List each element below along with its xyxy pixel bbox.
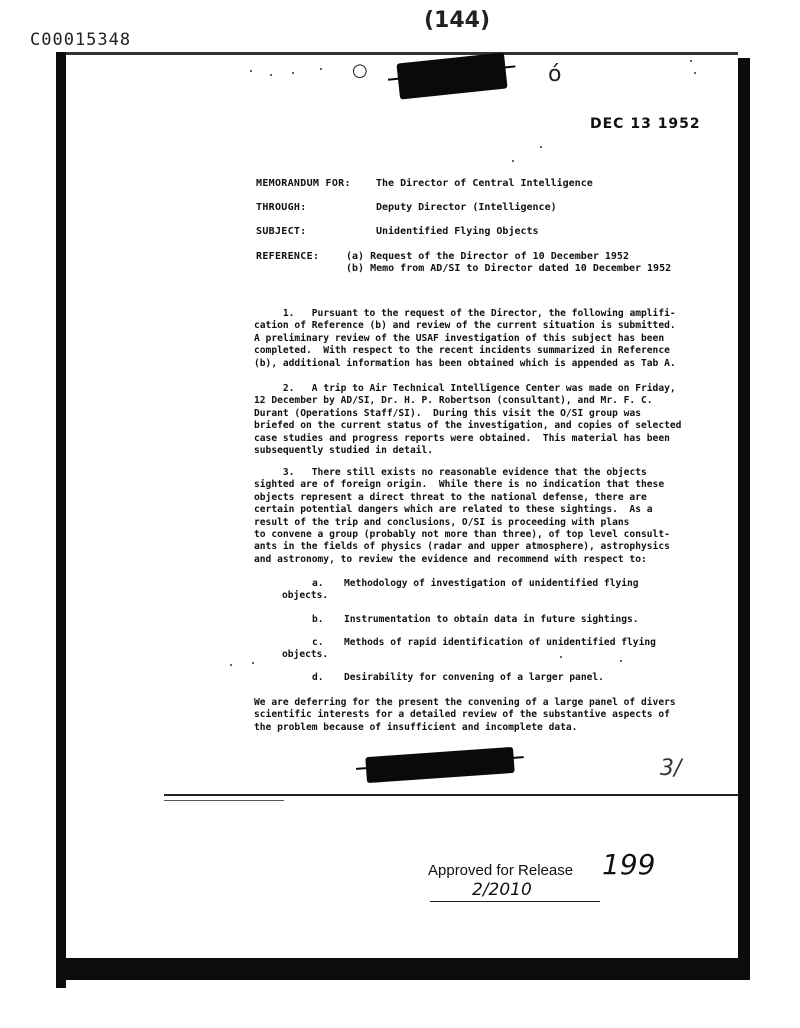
item-letter: a. (312, 578, 324, 589)
release-label: Approved for Release (428, 862, 574, 879)
scan-speck (690, 60, 692, 62)
divider-line (164, 794, 738, 796)
item-continuation: objects. (282, 590, 329, 601)
through-label: THROUGH: (256, 202, 307, 213)
scan-edge-bottom (60, 958, 750, 980)
scan-speck (230, 664, 232, 666)
item-letter: d. (312, 672, 324, 683)
scan-speck (540, 146, 542, 148)
scan-speck (694, 72, 696, 74)
top-handwritten-number: (144) (424, 8, 491, 33)
memorandum-label: MEMORANDUM FOR: (256, 178, 351, 189)
item-text: Desirability for convening of a larger panel. (344, 672, 604, 683)
scan-speck (512, 160, 514, 162)
scan-speck (620, 660, 622, 662)
page-mark: 3/ (660, 756, 682, 781)
scan-edge-top (66, 52, 738, 55)
through-value: Deputy Director (Intelligence) (376, 202, 557, 213)
handwritten-mark: ○ (352, 60, 368, 81)
scan-edge-left (56, 52, 66, 988)
release-date: 2/2010 (472, 880, 532, 900)
scan-speck (292, 72, 294, 74)
subject-value: Unidentified Flying Objects (376, 226, 539, 237)
divider-line (164, 800, 284, 801)
item-letter: c. (312, 637, 324, 648)
scan-edge-right (738, 58, 750, 978)
memorandum-value: The Director of Central Intelligence (376, 178, 593, 189)
redaction-top (396, 52, 507, 99)
date-stamp: DEC 13 1952 (590, 116, 701, 132)
reference-label: REFERENCE: (256, 251, 320, 262)
subject-label: SUBJECT: (256, 226, 307, 237)
reference-a: (a) Request of the Director of 10 December 1952 (346, 251, 629, 262)
document-id: C00015348 (30, 30, 132, 50)
item-text: Methods of rapid identification of unidentified flying (344, 637, 656, 648)
reference-b: (b) Memo from AD/SI to Director dated 10 December 1952 (346, 263, 672, 274)
scan-speck (560, 656, 562, 658)
scan-speck (250, 70, 252, 72)
item-continuation: objects. (282, 649, 329, 660)
handwritten-mark: ó (548, 62, 562, 87)
item-letter: b. (312, 614, 324, 625)
redaction-bottom (365, 747, 514, 783)
scan-speck (252, 662, 254, 664)
paragraph-2: 2. A trip to Air Technical Intelligence Center was made on Friday, 12 December by AD/SI, Dr. H. P. Robertson (consultant), and Mr. F. C. Durant (Operations Staff/SI). During this visit the O/SI group was briefed on the current status of the investigation, and copies of selected case studies and progress reports were obtained. This material has been subsequently studied in detail. (254, 383, 682, 457)
release-number: 199 (602, 848, 656, 881)
paragraph-3: 3. There still exists no reasonable evidence that the objects sighted are of foreign origin. While there is no indication that these objects represent a direct threat to the national defense, there are certain potential dangers which are related to these sightings. As a result of the trip and conclusions, O/SI is proceeding with plans to convene a group (probably not more than three), of top level consult- ants in the fields of physics (radar and upper atmosphere), astrophysics and astronomy, to review the evidence and recommend with respect to: (254, 467, 670, 565)
closing-paragraph: We are deferring for the present the convening of a large panel of divers scientific interests for a detailed review of the substantive aspects of the problem because of insufficient and incomplete data. (254, 697, 676, 733)
scan-speck (320, 68, 322, 70)
release-underline (430, 901, 600, 902)
item-text: Instrumentation to obtain data in future sightings. (344, 614, 639, 625)
paragraph-1: 1. Pursuant to the request of the Director, the following amplifi- cation of Reference (b) and review of the current situation is submitted. A preliminary review of the USAF investigation of this subject has been completed. With respect to the recent incidents summarized in Reference (b), additional information has been obtained which is appended as Tab A. (254, 308, 676, 369)
scan-speck (270, 74, 272, 76)
item-text: Methodology of investigation of unidentified flying (344, 578, 639, 589)
